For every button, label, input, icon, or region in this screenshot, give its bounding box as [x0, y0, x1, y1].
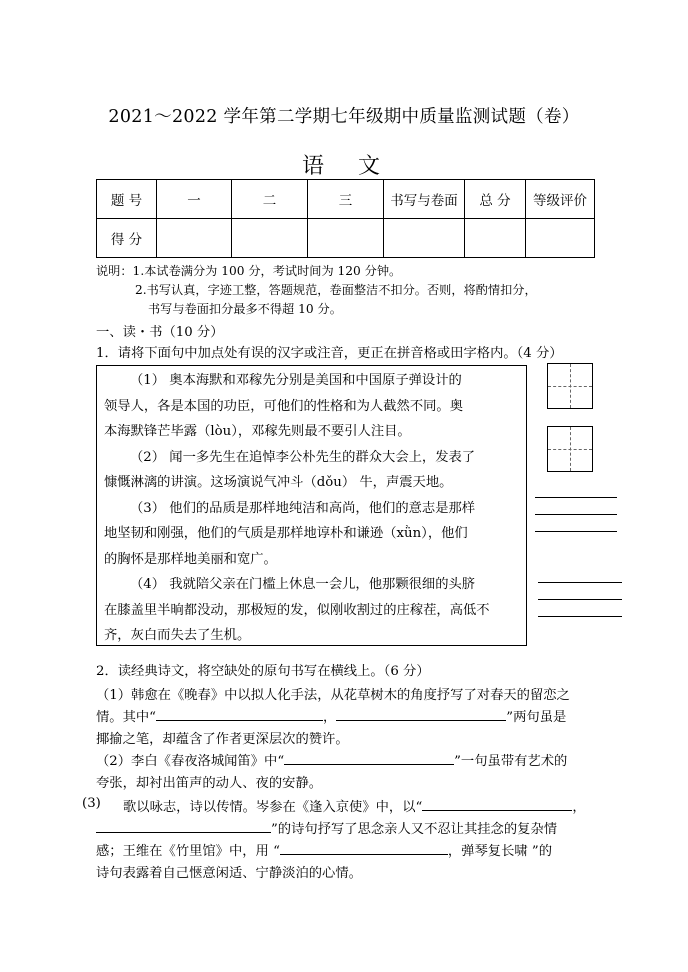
q2-text-line: （1）韩愈在《晚春》中以拟人化手法，从花草树木的角度抒写了对春天的留恋之 [96, 688, 570, 703]
q2-text-span: ， [572, 800, 586, 815]
fill-blank[interactable] [156, 706, 323, 721]
question-2: 2．读经典诗文，将空缺处的原句书写在横线上。（6 分） [96, 664, 430, 679]
table-row-label: 得 分 [97, 219, 157, 258]
answer-line[interactable] [538, 616, 622, 617]
table-header-cell: 等级评价 [526, 180, 595, 219]
score-table [96, 179, 595, 258]
passage-line [104, 419, 520, 445]
passage-line: 在膝盖里半晌都没动，那极短的发，似刚收割过的庄稼茬，高低不 [104, 602, 490, 618]
passage-line: 领导人，各是本国的功臣，可他们的性格和为人截然不同。奥 [104, 398, 464, 414]
passage-text-span: ） 牛，声震天地。 [341, 475, 453, 490]
passage-line: 齐，灰白而失去了生机。 [104, 628, 251, 643]
passage-text-span: ），邓稼先则最不要引人注目。 [231, 424, 411, 439]
table-row [97, 180, 595, 219]
passage-line: （4） 我就陪父亲在门槛上休息一会儿，他那颗很细的头脐 [130, 577, 476, 592]
note-line: 2.书写认真，字迹工整，答题规范，卷面整洁不扣分。否则，将酌情扣分， [135, 283, 537, 297]
passage-line: （1） 奥本海默和邓稼先分别是美国和中国原子弹设计的 [130, 373, 462, 388]
passage-line: （3） 他们的品质是那样地纯洁和高尚，他们的意志是那样 [130, 500, 476, 516]
q2-text-line: 诗句表露着自己惬意闲适、宁静淡泊的心情。 [96, 866, 362, 881]
passage-text-span: 本海默锋芒毕露（ [104, 424, 211, 439]
score-cell[interactable] [526, 219, 595, 258]
q2-text-span: ”两句虽是 [506, 710, 567, 725]
question-1: 1．请将下面句中加点处有误的汉字或注音，更正在拼音格或田字格内。（4 分） [96, 346, 563, 361]
score-cell[interactable] [465, 219, 526, 258]
q2-text-span: ”一句虽带有艺术的 [454, 754, 568, 769]
q2-text-line: 夸张，却衬出笛声的动人、夜的安静。 [96, 776, 323, 791]
subject-heading: 语文 [301, 154, 414, 179]
table-header-cell: 一 [157, 180, 232, 219]
passage-text-span: 地坚韧和刚强，他们的气质是那样地谆朴和谦逊（ [104, 526, 397, 541]
table-header-cell: 书写与卷面 [384, 180, 465, 219]
score-cell[interactable] [232, 219, 308, 258]
q2-text-span: ”的诗句抒写了思念亲人又不忍让其挂念的复杂情 [271, 822, 558, 837]
tianzi-grid[interactable] [547, 363, 593, 409]
q2-text-line: 揶揄之笔，却蕴含了作者更深层次的赞许。 [96, 732, 349, 747]
answer-line[interactable] [538, 599, 622, 600]
fill-blank[interactable] [280, 840, 448, 855]
answer-line[interactable] [535, 514, 617, 515]
answer-line[interactable] [535, 497, 617, 498]
answer-line[interactable] [538, 582, 622, 583]
fill-blank[interactable] [96, 818, 271, 833]
answer-line[interactable] [535, 531, 617, 532]
q2-text-span: 感；王维在《竹里馆》中，用 “ [96, 844, 280, 859]
passage-line: （2） 闻一多先生在追悼李公朴先生的群众大会上，发表了 [130, 449, 476, 465]
passage-text-span: ），他们 [421, 526, 468, 541]
pinyin: lòu [210, 424, 232, 439]
pinyin: dǒu [316, 475, 342, 490]
q2-text-line [96, 840, 552, 859]
q2-text-span: 情。其中“ [96, 710, 156, 725]
note-line: 说明：1.本试卷满分为 100 分，考试时间为 120 分钟。 [96, 264, 402, 278]
exam-title: 2021～2022 学年第二学期七年级期中质量监测试题（卷） [108, 107, 580, 127]
table-row [97, 219, 595, 258]
section-heading: 一、读・书（10 分） [96, 325, 224, 340]
table-header-cell: 二 [232, 180, 308, 219]
fill-blank[interactable] [336, 706, 506, 721]
passage-line [104, 521, 520, 547]
score-cell[interactable] [384, 219, 465, 258]
table-header-cell: 总 分 [465, 180, 526, 219]
tianzi-grid[interactable] [547, 426, 593, 472]
score-cell[interactable] [308, 219, 384, 258]
fill-blank[interactable] [422, 796, 572, 811]
q2-text-line [96, 818, 557, 837]
passage-text [104, 368, 520, 649]
q2-text-line [96, 706, 566, 725]
q2-text-line [123, 796, 586, 815]
q2-item-number: (3) [82, 796, 101, 811]
q2-text-span: 歌以咏志，诗以传情。岑参在《逢入京使》中，以“ [123, 800, 423, 815]
passage-line [104, 470, 520, 496]
q2-text-span: （2）李白《春夜洛城闻笛》中“ [96, 754, 285, 769]
note-line: 书写与卷面扣分最多不得超 10 分。 [148, 302, 342, 316]
q2-text-span: ，弹琴复长啸 ”的 [447, 844, 552, 859]
q2-text-span: ， [323, 710, 337, 725]
table-header-cell: 题 号 [97, 180, 157, 219]
pinyin: xǜn [396, 526, 422, 541]
score-cell[interactable] [157, 219, 232, 258]
fill-blank[interactable] [284, 750, 454, 765]
passage-text-span: 慷慨淋漓的讲演。这场演说气冲斗（ [104, 475, 317, 490]
q2-text-line [96, 750, 567, 769]
table-header-cell: 三 [308, 180, 384, 219]
passage-line: 的胸怀是那样地美丽和宽广。 [104, 551, 277, 567]
